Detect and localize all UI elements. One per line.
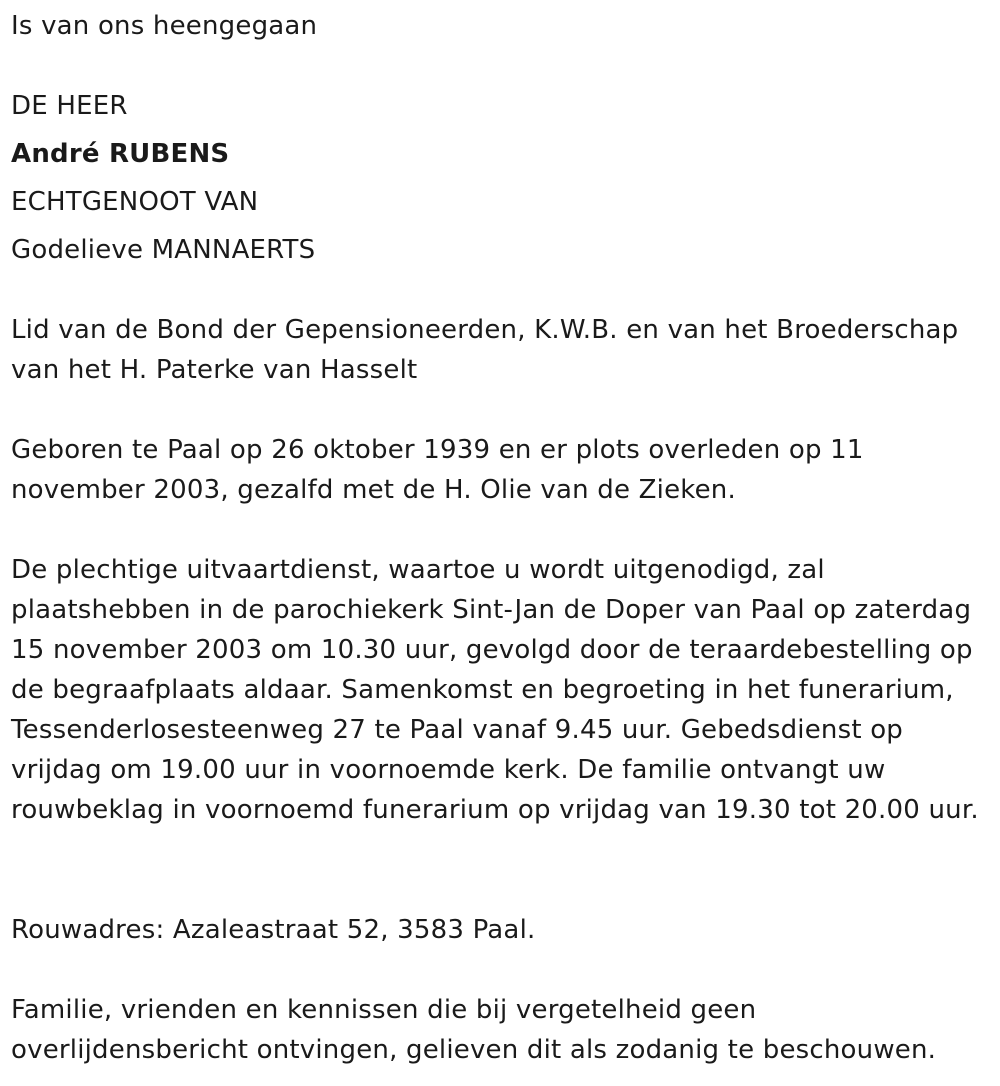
birth-death-paragraph: Geboren te Paal op 26 oktober 1939 en er plots overleden op 11 november 2003, gezalfd met de H. Olie van de Zieken. [11, 435, 864, 505]
funeral-info-paragraph: De plechtige uitvaartdienst, waartoe u wordt uitgenodigd, zal plaatshebben in de parochiekerk Sint-Jan de Doper van Paal op zaterdag 15 november 2003 om 10.30 uur, gevolgd door de teraardebestelling op de begraafplaats aldaar. Samenkomst en begroeting in het funerarium, Tessenderlosesteenweg 27 te Paal vanaf 9.45 uur. Gebedsdienst op vrijdag om 19.00 uur in voornoemde kerk. De familie ontvangt uw rouwbeklag in voornoemd funerarium op vrijdag van 19.30 tot 20.00 uur. [11, 555, 979, 825]
salutation: DE HEER [11, 91, 128, 121]
spouse-name: Godelieve MANNAERTS [11, 235, 316, 265]
closing-paragraph: Familie, vrienden en kennissen die bij vergetelheid geen overlijdensbericht ontvingen, gelieven dit als zodanig te beschouwen. [11, 995, 937, 1065]
membership-paragraph: Lid van de Bond der Gepensioneerden, K.W.B. en van het Broederschap van het H. Paterke van Hasselt [11, 315, 959, 385]
intro-text: Is van ons heengegaan [11, 11, 318, 41]
relation-label: ECHTGENOOT VAN [11, 187, 259, 217]
deceased-name: André RUBENS [11, 139, 230, 169]
mourning-address: Rouwadres: Azaleastraat 52, 3583 Paal. [11, 915, 536, 945]
